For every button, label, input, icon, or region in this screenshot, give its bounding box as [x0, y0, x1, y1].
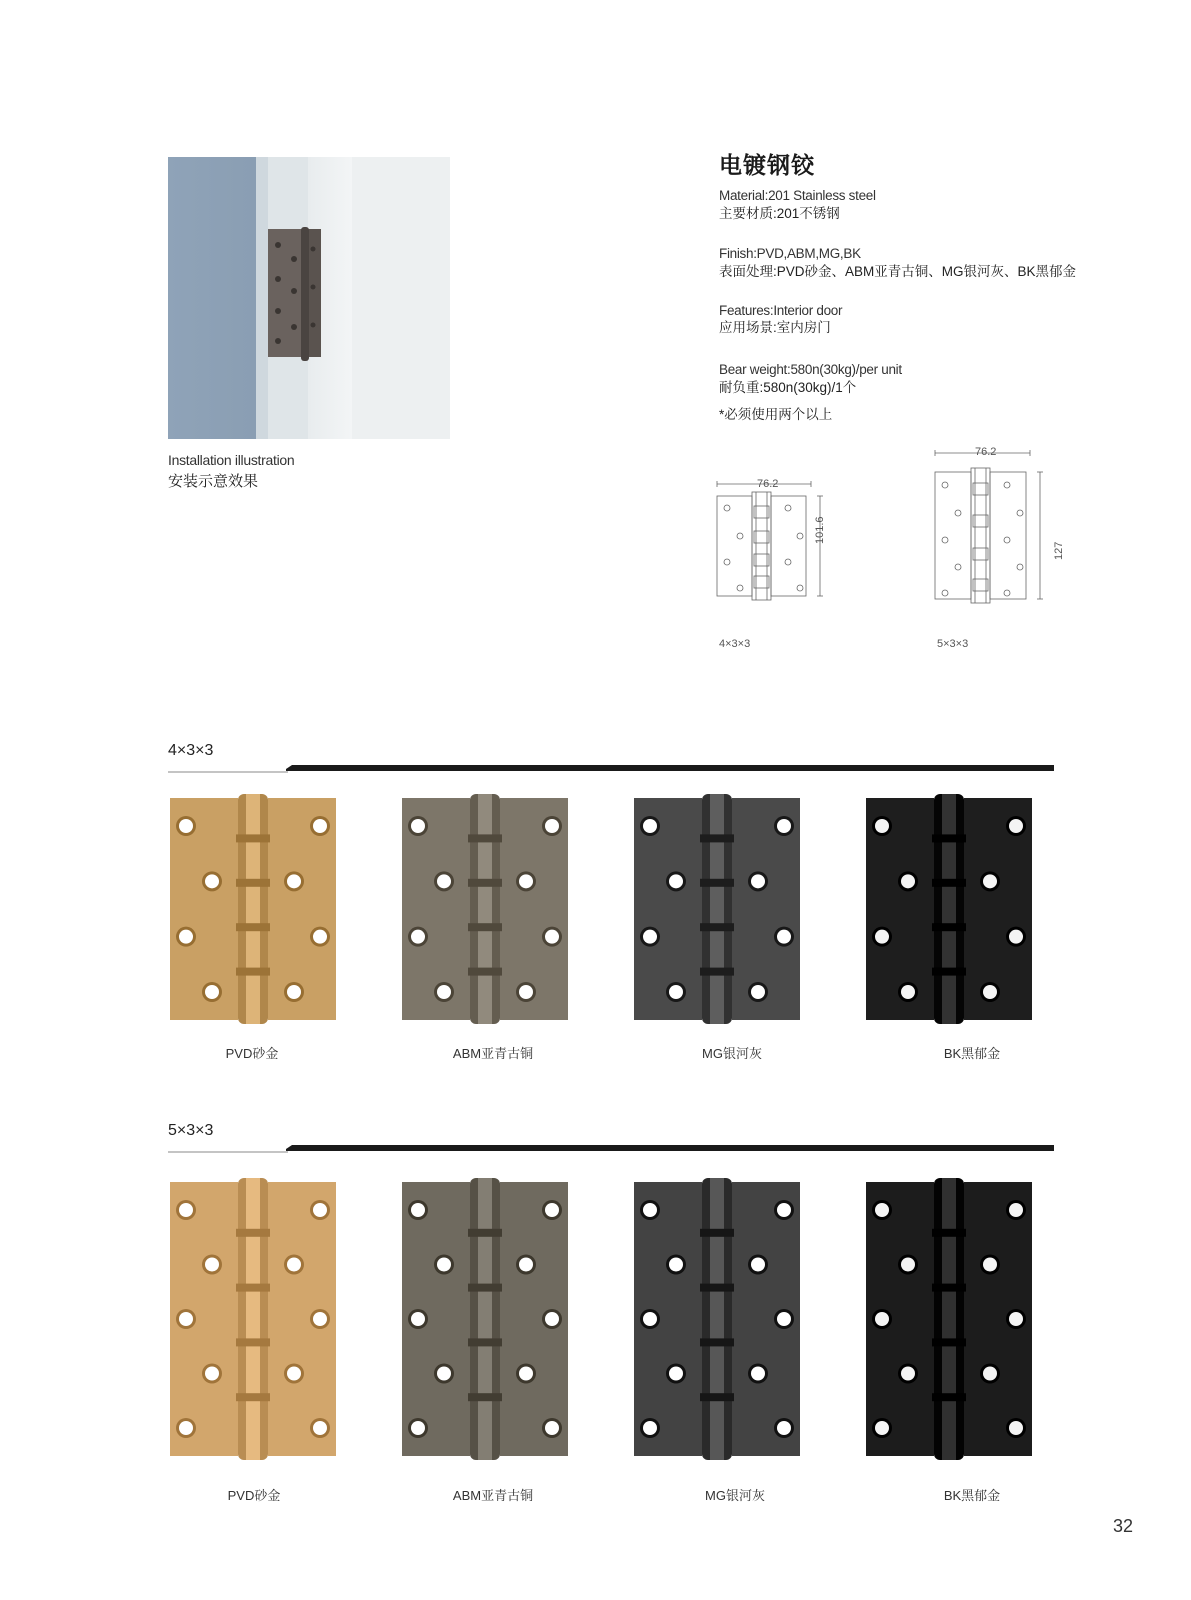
hinge-product-image	[866, 1178, 1032, 1460]
hinge-knuckle-highlight	[478, 1178, 492, 1460]
bear-weight-cn: 耐负重:580n(30kg)/1个	[719, 380, 857, 395]
screw-hole-center	[875, 1312, 889, 1326]
hinge-diagram-4x3x3	[712, 476, 842, 616]
screw-hole-center	[205, 1367, 219, 1381]
variant-label-bk: BK黑郁金	[943, 1046, 1001, 1061]
hinge-bearing	[700, 834, 734, 842]
screw-hole-center	[1009, 1421, 1023, 1435]
hinge-knuckle-highlight	[710, 794, 724, 1024]
variant-label-mg: MG银河灰	[705, 1488, 765, 1503]
material-en: Material:201 Stainless steel	[719, 188, 876, 203]
features-cn: 应用场景:室内房门	[719, 320, 831, 335]
hinge-bearing	[700, 1284, 734, 1292]
hinge-bearing	[700, 1393, 734, 1401]
variant-label-pvd: PVD砂金	[227, 1488, 281, 1503]
hinge-bearing	[468, 1338, 502, 1346]
section-label-5x3x3: 5×3×3	[168, 1122, 214, 1139]
page-number: 32	[1113, 1516, 1134, 1536]
screw-hole-center	[545, 1421, 559, 1435]
screw-hole-center	[545, 1312, 559, 1326]
diagram-1-height: 101.6	[814, 516, 826, 544]
screw-hole-center	[669, 874, 683, 888]
hinge-bearing	[700, 923, 734, 931]
product-title: 电镀钢铰	[719, 152, 815, 178]
installation-photo	[168, 157, 450, 439]
diagram-1-width: 76.2	[757, 478, 779, 490]
screw-hole-center	[519, 1258, 533, 1272]
finish-en: Finish:PVD,ABM,MG,BK	[719, 246, 861, 261]
hinge-knuckle-highlight	[246, 1178, 260, 1460]
hinge-bearing	[236, 1229, 270, 1237]
screw-hole-center	[411, 819, 425, 833]
hinge-bearing	[468, 923, 502, 931]
hinge-row-4x3x3	[168, 788, 1168, 1038]
screw-hole-center	[643, 1203, 657, 1217]
screw-hole-center	[411, 1203, 425, 1217]
section-divider	[168, 760, 1054, 768]
screw-hole-center	[751, 1258, 765, 1272]
screw-hole-center	[287, 1258, 301, 1272]
screw-hole-center	[777, 1203, 791, 1217]
hinge-bearing	[700, 879, 734, 887]
hinge-bearing	[236, 968, 270, 976]
hinge-knuckle-highlight	[710, 1178, 724, 1460]
screw-hole-center	[1009, 1312, 1023, 1326]
screw-hole-center	[411, 1312, 425, 1326]
variant-label-mg: MG银河灰	[702, 1046, 762, 1061]
screw-hole-center	[1009, 1203, 1023, 1217]
screw-hole-center	[519, 1367, 533, 1381]
screw-hole-center	[287, 985, 301, 999]
screw-hole-center	[751, 874, 765, 888]
bear-weight-en: Bear weight:580n(30kg)/per unit	[719, 362, 902, 377]
screw-hole-center	[545, 930, 559, 944]
screw-hole-center	[411, 1421, 425, 1435]
screw-hole-center	[287, 1367, 301, 1381]
hinge-bearing	[468, 879, 502, 887]
hinge-bearing	[700, 1229, 734, 1237]
material-cn: 主要材质:201不锈钢	[719, 206, 840, 221]
diagram-2-model: 5×3×3	[937, 638, 969, 650]
screw-hole-center	[777, 1421, 791, 1435]
hinge-bearing	[932, 968, 966, 976]
screw-hole-center	[313, 1312, 327, 1326]
usage-note: *必须使用两个以上	[719, 407, 833, 422]
screw-hole-center	[777, 819, 791, 833]
screw-hole-center	[179, 1421, 193, 1435]
screw-hole-center	[875, 1203, 889, 1217]
screw-hole-center	[669, 985, 683, 999]
screw-hole-center	[287, 874, 301, 888]
hinge-product-image	[170, 1178, 336, 1460]
hinge-knuckle-highlight	[942, 794, 956, 1024]
screw-hole-center	[751, 985, 765, 999]
hinge-bearing	[236, 834, 270, 842]
hinge-bearing	[468, 1393, 502, 1401]
variant-label-bk: BK黑郁金	[943, 1488, 1001, 1503]
hinge-bearing	[700, 968, 734, 976]
section-divider	[168, 1140, 1054, 1148]
hinge-bearing	[236, 923, 270, 931]
screw-hole-center	[545, 819, 559, 833]
hinge-product-image	[402, 794, 568, 1024]
screw-hole-center	[643, 1312, 657, 1326]
screw-hole-center	[643, 819, 657, 833]
screw-hole-center	[179, 1203, 193, 1217]
screw-hole-center	[875, 1421, 889, 1435]
screw-hole-center	[519, 874, 533, 888]
screw-hole-center	[205, 985, 219, 999]
hinge-product-image	[866, 794, 1032, 1024]
screw-hole-center	[545, 1203, 559, 1217]
screw-hole-center	[313, 1421, 327, 1435]
hinge-bearing	[468, 1229, 502, 1237]
screw-hole-center	[437, 985, 451, 999]
hinge-row-5x3x3	[168, 1172, 1168, 1472]
hinge-bearing	[468, 834, 502, 842]
hinge-bearing	[932, 879, 966, 887]
screw-hole-center	[437, 874, 451, 888]
hinge-diagram-5x3x3	[930, 445, 1060, 620]
hinge-knuckle-highlight	[246, 794, 260, 1024]
screw-hole-center	[643, 930, 657, 944]
screw-hole-center	[751, 1367, 765, 1381]
diagram-2-height: 127	[1053, 541, 1065, 560]
screw-hole-center	[411, 930, 425, 944]
screw-hole-center	[437, 1367, 451, 1381]
finish-cn: 表面处理:PVD砂金、ABM亚青古铜、MG银河灰、BK黑郁金	[719, 264, 1077, 279]
features-en: Features:Interior door	[719, 303, 843, 318]
screw-hole-center	[983, 985, 997, 999]
hinge-bearing	[932, 834, 966, 842]
screw-hole-center	[875, 819, 889, 833]
screw-hole-center	[777, 1312, 791, 1326]
screw-hole-center	[1009, 930, 1023, 944]
hinge-product-image	[170, 794, 336, 1024]
installation-caption-cn: 安装示意效果	[168, 473, 259, 490]
hinge-bearing	[468, 1284, 502, 1292]
screw-hole-center	[1009, 819, 1023, 833]
hinge-product-image	[634, 794, 800, 1024]
screw-hole-center	[643, 1421, 657, 1435]
screw-hole-center	[179, 819, 193, 833]
screw-hole-center	[205, 1258, 219, 1272]
hinge-bearing	[932, 1284, 966, 1292]
hinge-bearing	[932, 923, 966, 931]
screw-hole-center	[179, 1312, 193, 1326]
hinge-product-image	[634, 1178, 800, 1460]
screw-hole-center	[901, 985, 915, 999]
diagram-1-model: 4×3×3	[719, 638, 751, 650]
variant-label-pvd: PVD砂金	[225, 1046, 279, 1061]
hinge-bearing	[932, 1229, 966, 1237]
screw-hole-center	[901, 1258, 915, 1272]
hinge-bearing	[932, 1393, 966, 1401]
screw-hole-center	[983, 1258, 997, 1272]
screw-hole-center	[901, 874, 915, 888]
screw-hole-center	[205, 874, 219, 888]
screw-hole-center	[669, 1258, 683, 1272]
hinge-bearing	[236, 879, 270, 887]
hinge-bearing	[236, 1284, 270, 1292]
screw-hole-center	[313, 930, 327, 944]
screw-hole-center	[983, 1367, 997, 1381]
variant-label-abm: ABM亚青古铜	[452, 1046, 534, 1061]
hinge-bearing	[468, 968, 502, 976]
hinge-knuckle-highlight	[478, 794, 492, 1024]
variant-label-abm: ABM亚青古铜	[452, 1488, 534, 1503]
screw-hole-center	[179, 930, 193, 944]
screw-hole-center	[875, 930, 889, 944]
screw-hole-center	[519, 985, 533, 999]
hinge-bearing	[700, 1338, 734, 1346]
section-label-4x3x3: 4×3×3	[168, 742, 214, 759]
diagram-2-width: 76.2	[975, 446, 997, 458]
hinge-bearing	[236, 1338, 270, 1346]
screw-hole-center	[901, 1367, 915, 1381]
screw-hole-center	[313, 1203, 327, 1217]
hinge-bearing	[932, 1338, 966, 1346]
screw-hole-center	[777, 930, 791, 944]
hinge-product-image	[402, 1178, 568, 1460]
screw-hole-center	[669, 1367, 683, 1381]
screw-hole-center	[983, 874, 997, 888]
hinge-knuckle-highlight	[942, 1178, 956, 1460]
hinge-bearing	[236, 1393, 270, 1401]
screw-hole-center	[313, 819, 327, 833]
screw-hole-center	[437, 1258, 451, 1272]
installation-caption-en: Installation illustration	[168, 452, 295, 468]
